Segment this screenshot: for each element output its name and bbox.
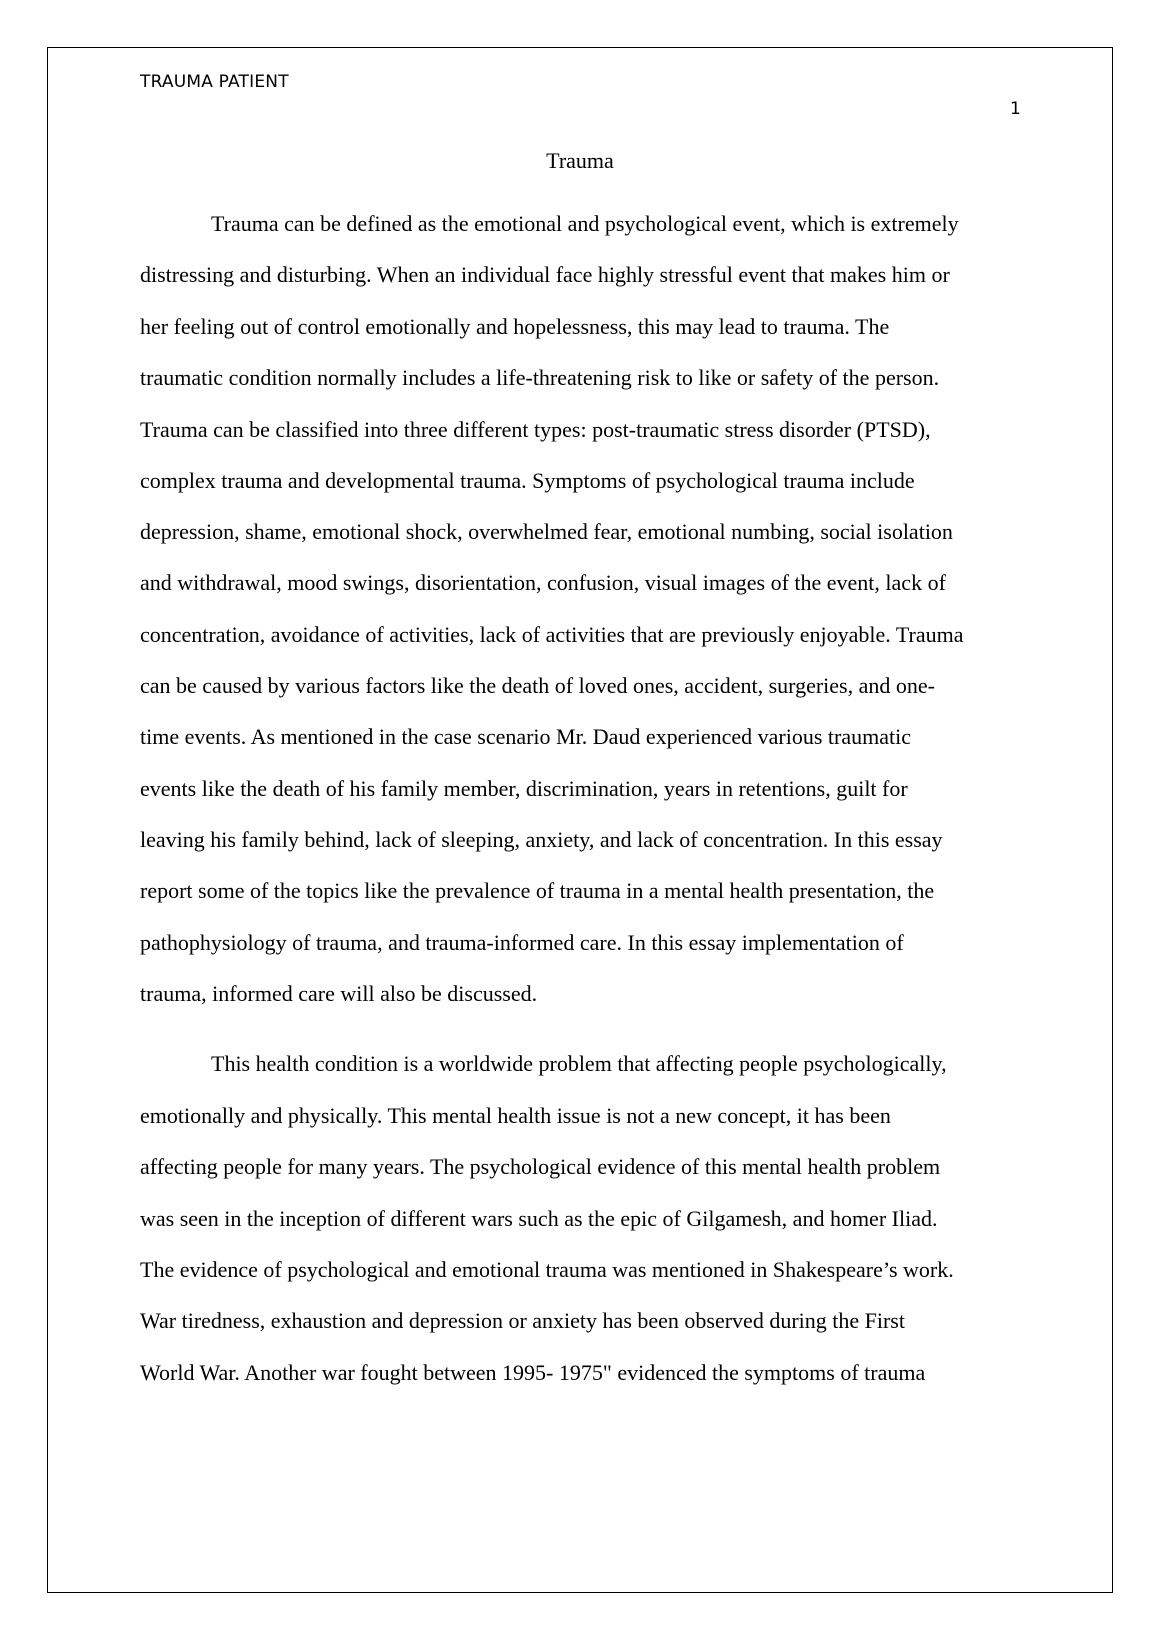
text-line: events like the death of his family member, discrimination, years in retentions, guilt for xyxy=(140,776,908,801)
text-line: leaving his family behind, lack of sleeping, anxiety, and lack of concentration. In this essay xyxy=(140,827,943,852)
text-line: The evidence of psychological and emotional trauma was mentioned in Shakespeare’s work. xyxy=(140,1257,954,1282)
text-line: can be caused by various factors like the death of loved ones, accident, surgeries, and one- xyxy=(140,673,935,698)
running-head: TRAUMA PATIENT xyxy=(140,72,289,92)
text-line: time events. As mentioned in the case scenario Mr. Daud experienced various traumatic xyxy=(140,724,911,749)
text-line: Trauma can be classified into three different types: post-traumatic stress disorder (PTSD), xyxy=(140,417,931,442)
text-line: distressing and disturbing. When an individual face highly stressful event that makes him or xyxy=(140,262,950,287)
text-line: was seen in the inception of different wars such as the epic of Gilgamesh, and homer Iliad. xyxy=(140,1206,938,1231)
text-line: traumatic condition normally includes a life-threatening risk to like or safety of the person. xyxy=(140,365,940,390)
text-line: World War. Another war fought between 1995- 1975" evidenced the symptoms of trauma xyxy=(140,1360,926,1385)
text-line: complex trauma and developmental trauma. Symptoms of psychological trauma include xyxy=(140,468,915,493)
page-number: 1 xyxy=(1010,99,1021,119)
text-line: trauma, informed care will also be discussed. xyxy=(140,981,538,1006)
text-line: pathophysiology of trauma, and trauma-informed care. In this essay implementation of xyxy=(140,930,904,955)
text-line: affecting people for many years. The psychological evidence of this mental health problem xyxy=(140,1154,941,1179)
text-line: depression, shame, emotional shock, overwhelmed fear, emotional numbing, social isolation xyxy=(140,519,953,544)
text-line: War tiredness, exhaustion and depression or anxiety has been observed during the First xyxy=(140,1308,905,1333)
text-line: concentration, avoidance of activities, lack of activities that are previously enjoyable. Trauma xyxy=(140,622,964,647)
text-line: This health condition is a worldwide problem that affecting people psychologically, xyxy=(211,1051,947,1076)
text-line: report some of the topics like the prevalence of trauma in a mental health presentation, the xyxy=(140,878,935,903)
text-line: and withdrawal, mood swings, disorientation, confusion, visual images of the event, lack of xyxy=(140,570,946,595)
text-line: emotionally and physically. This mental health issue is not a new concept, it has been xyxy=(140,1103,891,1128)
text-line: her feeling out of control emotionally and hopelessness, this may lead to trauma. The xyxy=(140,314,890,339)
text-line: Trauma can be defined as the emotional and psychological event, which is extremely xyxy=(211,211,959,236)
document-title: Trauma xyxy=(546,148,614,173)
